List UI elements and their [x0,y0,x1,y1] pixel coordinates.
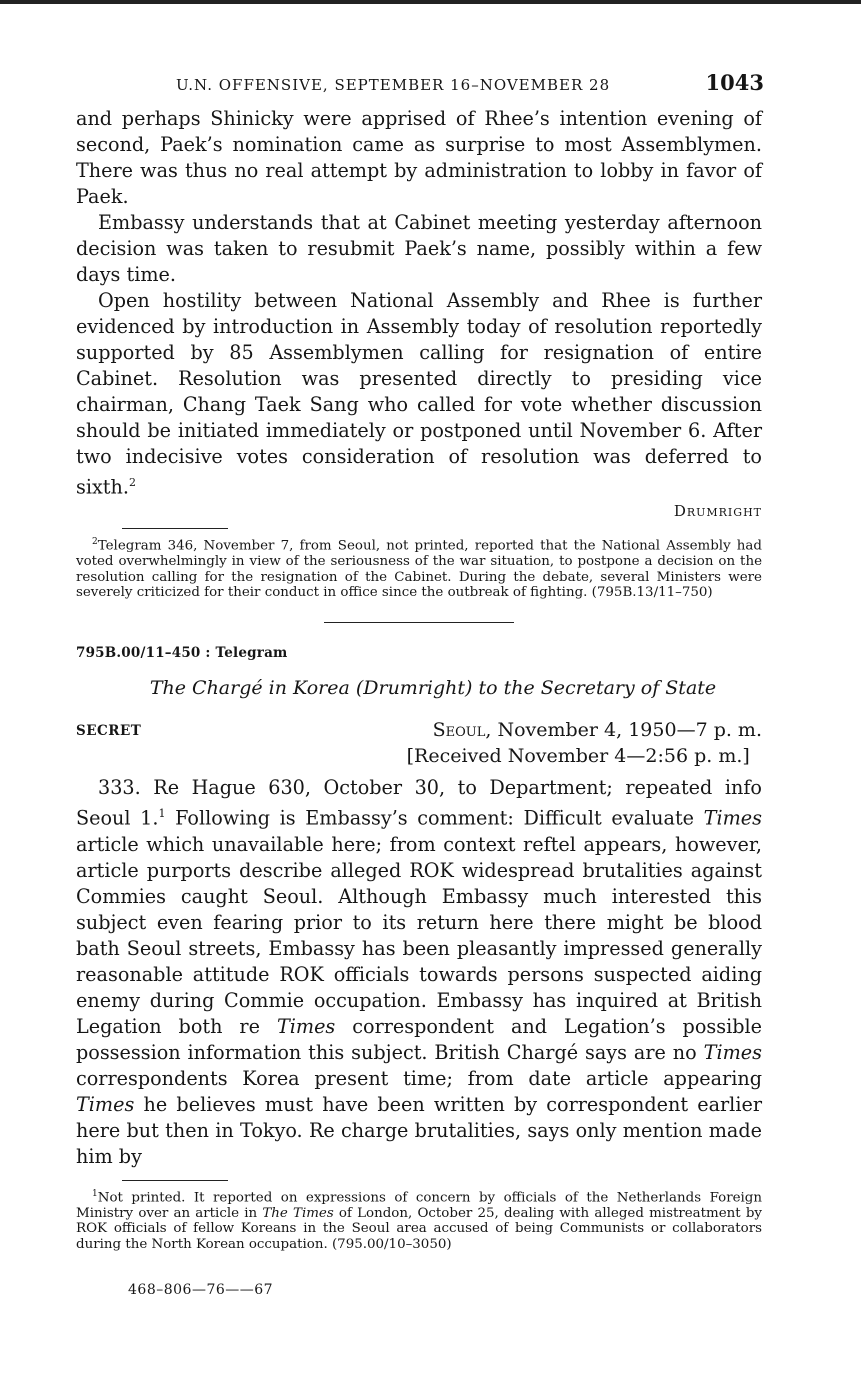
footnote [76,535,762,600]
running-head [76,70,762,106]
paragraph-text: Open hostility between National Assembly and Rhee is further evidenced by introduction in Assembly today of resolution reportedly supported by 85 Assemblymen calling for resignation of entire Cabinet. Resolution was presented directly to presiding vice chairman, Chang Taek Sang who called for vote whether discussion should be initiated immediately or postponed until November 6. After two indecisive votes consideration of resolution was deferred to sixth. [76,289,762,499]
body-text-italic: Times [276,1014,336,1038]
telegram-header [76,717,762,775]
page-top-border [0,0,861,4]
body-text: Following is Embassy’s comment: Difficult evaluate [165,806,704,830]
document-page [76,70,762,1298]
received-line: [Received November 4—2:56 p. m.] [406,745,750,768]
footnote [76,1187,762,1252]
footnote-text: Telegram 346, November 7, from Seoul, not printed, reported that the National Assembly had voted overwhelmingly in view of the seriousness of the war situation, to postpone a decision on the resolution calling for the resignation of the Cabinet. During the debate, several Ministers were severely criticized for their conduct in office since the outbreak of fighting. (795B.13/11–750) [76,538,762,601]
page-number: 1043 [705,70,764,95]
telegram-body [76,775,762,1169]
footnote-text-italic: The Times [262,1205,334,1221]
footnote-number: 2 [92,537,98,548]
footnote-rule [122,1180,228,1181]
body-text: correspondents Korea present time; from date article appearing [76,1066,762,1090]
document-title: The Chargé in Korea (Drumright) to the Secretary of State [149,677,717,700]
dateline [433,717,762,743]
body-paragraph [76,288,762,500]
print-code: 468–806—76——67 [128,1281,274,1298]
dateline-block [406,717,762,769]
body-text-italic: Times [76,1092,135,1116]
body-text-italic: Times [703,1040,762,1064]
file-reference: 795B.00/11–450 : Telegram [76,645,288,662]
body-text: he believes must have been written by correspondent earlier here but then in Tokyo. Re charge brutalities, says only mention made him by [76,1092,762,1168]
body-text-italic: Times [703,806,762,830]
footnote-number: 1 [92,1188,98,1199]
body-paragraph: Embassy understands that at Cabinet meeting yesterday afternoon decision was taken to resubmit Paek’s name, possibly within a few days time. [76,211,762,286]
footnote-marker: 2 [128,476,136,489]
running-head-title: U.N. OFFENSIVE, SEPTEMBER 16–NOVEMBER 28 [176,76,611,94]
footnote-rule [122,528,228,529]
dateline-place: Seoul [432,719,486,742]
document-separator [324,622,514,623]
body-text: 333. Re Hague 630, October 30, to Department; repeated info Seoul 1. [76,776,762,830]
footnote-text: Not printed. It reported on expressions of concern by officials of the Netherlands Foreign Ministry over an article in [76,1190,762,1221]
footnote-marker: 1 [158,807,166,821]
body-text: article which unavailable here; from context reftel appears, however, article purports describe alleged ROK widespread brutalities against Commies caught Seoul. Although Embassy much interested this subject even fearing prior to its return here there might be blood bath Seoul streets, Embassy has been pleasantly impressed generally reasonable attitude ROK officials towards persons suspected aiding enemy during Commie occupation. Embassy has inquired at British Legation both re [76,832,762,1038]
body-text: correspondent and Legation’s possible possession information this subject. British Chargé says are no [76,1014,762,1064]
classification-marking: SECRET [76,723,142,740]
signature: Drumright [673,502,762,521]
footnote-text: of London, October 25, dealing with alleged mistreatment by ROK officials of fellow Koreans in the Seoul area accused of being Communists or collaborators during the North Korean occupation. (795.00/10–3050) [76,1205,762,1252]
body-paragraph: and perhaps Shinicky were apprised of Rhee’s intention evening of second, Paek’s nomination came as surprise to most Assemblymen. There was thus no real attempt by administration to lobby in favor of Paek. [76,107,762,208]
dateline-date: , November 4, 1950—7 p. m. [485,719,762,742]
